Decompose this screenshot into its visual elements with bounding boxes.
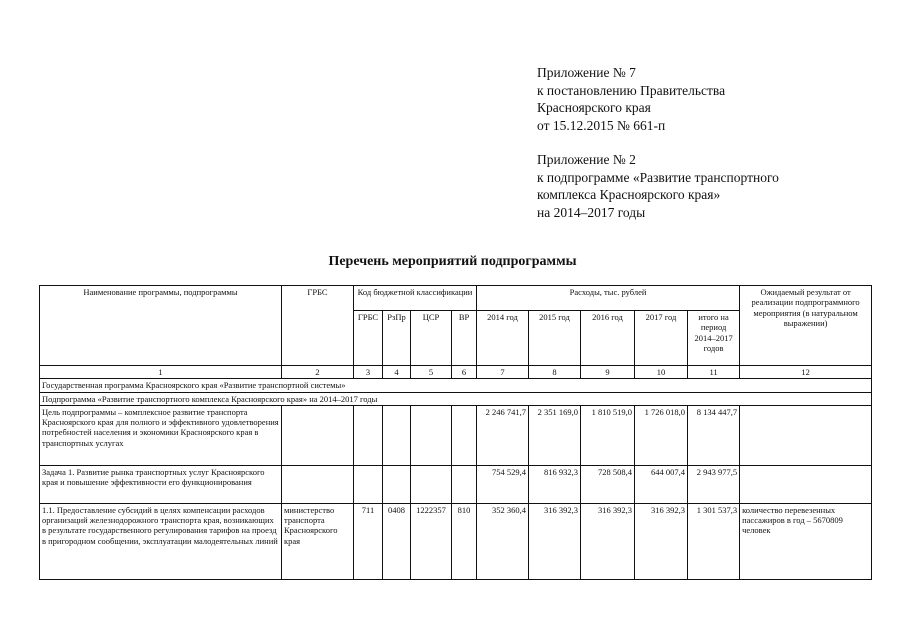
subprogram-row: Подпрограмма «Развитие транспортного комплекса Красноярского края» на 2014–2017 годы [40,392,872,405]
column-number: 9 [581,366,635,379]
row-rzpr: 0408 [383,503,411,579]
row-2016: 316 392,3 [581,503,635,579]
row-2014: 352 360,4 [477,503,529,579]
row-rzpr [383,405,411,465]
appendix7-line: от 15.12.2015 № 661-п [537,117,666,133]
row-2015: 316 392,3 [529,503,581,579]
row-vr: 810 [452,503,477,579]
header-code-vr: ВР [452,311,477,366]
column-number: 8 [529,366,581,379]
column-number: 10 [635,366,688,379]
row-2015: 816 932,3 [529,465,581,503]
appendix2-line: комплекса Красноярского края» [537,187,721,202]
header-code-group: Код бюджетной классификации [354,286,477,311]
page-title: Перечень мероприятий подпрограммы [328,254,577,269]
header-result: Ожидаемый результат от реализации подпрограммного мероприятия (в натуральном выражении) [740,286,872,366]
column-number: 7 [477,366,529,379]
row-2014: 2 246 741,7 [477,405,529,465]
row-name: Задача 1. Развитие рынка транспортных услуг Красноярского края и повышение эффективности его функционирования [40,465,282,503]
row-2017: 1 726 018,0 [635,405,688,465]
column-number: 1 [40,366,282,379]
row-2014: 754 529,4 [477,465,529,503]
header-name: Наименование программы, подпрограммы [40,286,282,366]
header-2014: 2014 год [477,311,529,366]
row-code-grbs [354,465,383,503]
row-grbs: министерство транспорта Красноярского края [282,503,354,579]
table-row [40,503,872,579]
row-2016: 1 810 519,0 [581,405,635,465]
row-total: 2 943 977,5 [688,465,740,503]
row-2015: 2 351 169,0 [529,405,581,465]
state-program-row: Государственная программа Красноярского края «Развитие транспортной системы» [40,379,872,392]
row-2017: 316 392,3 [635,503,688,579]
header-2015: 2015 год [529,311,581,366]
header-2016: 2016 год [581,311,635,366]
header-2017: 2017 год [635,311,688,366]
header-code-grbs: ГРБС [354,311,383,366]
measures-table [39,285,872,580]
row-result [740,405,872,465]
row-result [740,465,872,503]
column-number: 3 [354,366,383,379]
column-number: 12 [740,366,872,379]
row-csr: 1222357 [411,503,452,579]
column-number: 6 [452,366,477,379]
header-code-rzpr: РзПр [383,311,411,366]
row-rzpr [383,465,411,503]
table-row [40,405,872,465]
column-number: 5 [411,366,452,379]
appendix2-line: на 2014–2017 годы [537,204,646,220]
appendix7-line: Приложение № 7 [537,65,636,80]
header-expenses-group: Расходы, тыс. рублей [477,286,740,311]
column-number: 11 [688,366,740,379]
appendix2-line: Приложение № 2 [537,152,636,167]
row-name: 1.1. Предоставление субсидий в целях компенсации расходов организаций железнодорожного транспорта края, возникающих в результате государственного регулирования тарифов на проезд в пригородном сообщении, эксплуатации малодеятельных линий [40,503,282,579]
row-2017: 644 007,4 [635,465,688,503]
row-grbs [282,465,354,503]
row-code-grbs [354,405,383,465]
appendix7-line: к постановлению Правительства [537,82,726,98]
row-total: 8 134 447,7 [688,405,740,465]
row-result: количество перевезенных пассажиров в год – 5670809 человек [740,503,872,579]
header-code-csr: ЦСР [411,311,452,366]
row-name: Цель подпрограммы – комплексное развитие транспорта Красноярского края для полного и эффективного удовлетворения потребностей населения и экономики Красноярского края в транспортных услугах [40,405,282,465]
row-vr [452,405,477,465]
header-grbs: ГРБС [282,286,354,366]
appendix7-line: Красноярского края [537,100,651,115]
appendix-header [537,64,779,221]
row-csr [411,405,452,465]
row-vr [452,465,477,503]
column-number: 2 [282,366,354,379]
row-2016: 728 508,4 [581,465,635,503]
appendix2-line: к подпрограмме «Развитие транспортного [537,169,779,185]
row-grbs [282,405,354,465]
row-total: 1 301 537,3 [688,503,740,579]
header-total: итого на период 2014–2017 годов [688,311,740,366]
row-code-grbs: 711 [354,503,383,579]
table-row [40,465,872,503]
row-csr [411,465,452,503]
column-number: 4 [383,366,411,379]
